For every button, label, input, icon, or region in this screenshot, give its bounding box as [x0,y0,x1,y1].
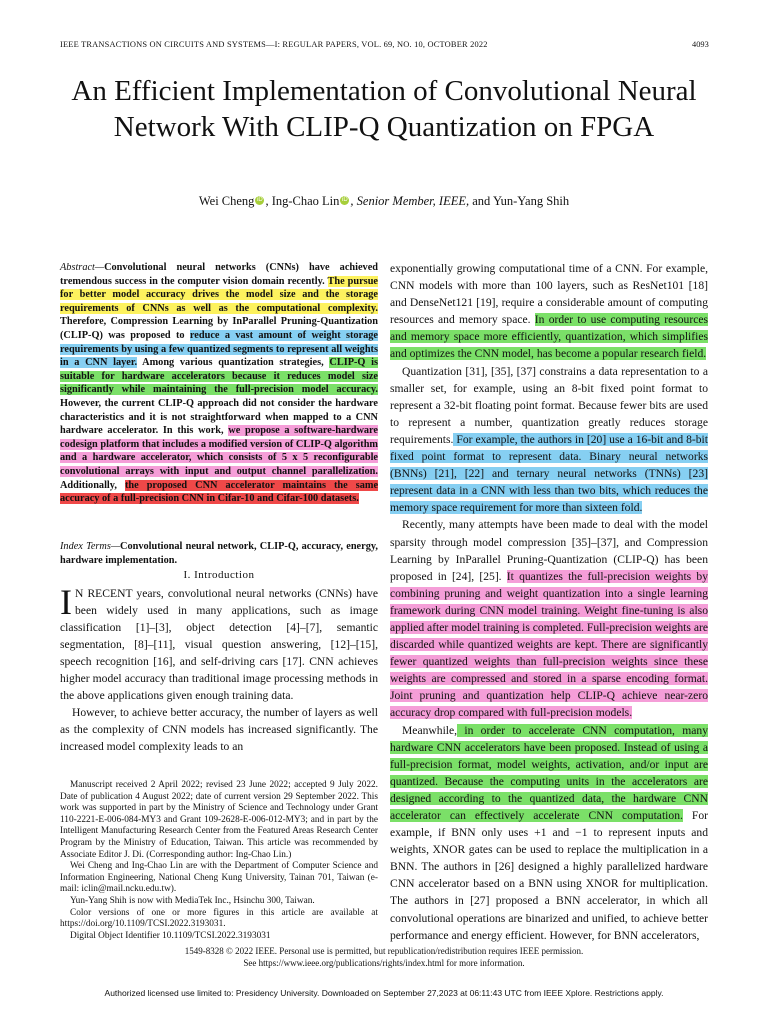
abstract-text: Additionally, [60,479,125,491]
body-text: Quantization [31], [35], [37] constrains a data representation to a smaller set, for example, using an 8-bit fixed point format to represent a 32-bit floating point format. Because fewer bits are used to represent a number, quantization greatly reduces storage requirements. [390,364,708,446]
paper-title: An Efficient Implementation of Convolutional Neural Network With CLIP-Q Quantization on FPGA [71,75,697,143]
author-2-role: , Senior Member, IEEE, [350,194,470,208]
index-terms-text: Convolutional neural network, CLIP-Q, accuracy, energy, hardware implementation. [60,541,378,566]
body-paragraph [390,722,708,944]
footnote: Yun-Yang Shih is now with MediaTek Inc., Hsinchu 300, Taiwan. [70,895,315,906]
highlight-green: In order to use computing resources and memory space more efficiently, quantization, which simplifies and optimizes the CNN model, has become a popular research field. [390,313,708,361]
author-list [60,194,708,209]
body-paragraph [390,260,708,363]
highlight-pink: we propose a software-hardware codesign platform that includes a modified version of CLIP-Q algorithm and a hardware accelerator, which consists of 5 x 5 reconfigurable convolutional arrays with input and output channel parallelization. [60,425,378,477]
right-column [390,260,708,944]
abstract-lead: Abstract— [60,262,105,273]
author-1: Wei Cheng [198,194,255,208]
highlight-pink: It quantizes the full-precision weights by combining pruning and weight quantization into a single learning framework during CNN model training. Weight fine-tuning is also applied after model training is completed. Full-precision weights are discarded while quantized weights are kept. There are significantly fewer quantized weights than full-precision weights since these weights are compressed and stored in a sparse encoding format. Joint pruning and quantization help CLIP-Q achieve near-zero accuracy drop compared with full-precision models. [390,569,708,720]
copyright-notice [60,945,708,969]
journal-header: IEEE TRANSACTIONS ON CIRCUITS AND SYSTEMS—I: REGULAR PAPERS, VOL. 69, NO. 10, OCTOBER 2022 [60,40,488,49]
abstract [60,261,378,506]
footnote: Color versions of one or more figures in this article are available at https://doi.org/10.1109/TCSI.2022.3193031. [60,907,378,930]
intro-paragraph-1: N RECENT years, convolutional neural networks (CNNs) have been widely used in many applications, such as image classification [1]–[3], object detection [4]–[7], semantic segmentation, [8]–[11], visual question answering, [12]–[15], speech recognition [16], and self-driving cars [17]. CNN achieves higher model accuracy than traditional image processing methods in the above applications given enough training data. [60,587,378,702]
body-text: For example, if BNN only uses +1 and −1 to represent inputs and weights, XNOR gates can be used to replace the multiplication in a BNN. The authors in [26] designed a highly parallelized hardware CNN accelerator based on a BNN using XNOR for multiplication. The authors in [27] proposed a BNN accelerator, in which all convolutional operations are binarized and unified, to achieve better performance and energy efficient. However, for BNN accelerators, [390,809,708,942]
copyright-line: See https://www.ieee.org/publications/rights/index.html for more information. [243,958,525,968]
highlight-yellow: The pursue for better model accuracy drives the model size and the storage requirements of CNNs as well as the computational complexity. [60,275,378,314]
abstract-text: Therefore, Compression Learning by InParallel Pruning-Quantization (CLIP-Q) was proposed to [60,316,378,341]
highlight-red: the proposed CNN accelerator maintains the same accuracy of a full-precision CNN in Cifar-10 and Cifar-100 datasets. [60,479,379,505]
index-terms-lead: Index Terms— [60,541,121,552]
orcid-icon[interactable]: iD [257,197,263,203]
abstract-text: Among various quantization strategies, [137,357,330,369]
intro-paragraph-2: However, to achieve better accuracy, the number of layers as well as the complexity of CNN models has increased significantly. The increased model complexity leads to an [60,706,378,753]
highlight-blue: For example, the authors in [20] use a 16-bit and 8-bit fixed point format to represent data. Binary neural networks (BNNs) [21], [22] and ternary neural networks (TNNs) [23] represent data in a CNN with less than two bits, which reduces the memory space requirement for more than sixteen fold. [390,432,708,515]
index-terms [60,540,378,567]
highlight-blue: reduce a vast amount of weight storage requirements by using a few quantized segments to represent all weights in a CNN layer. [60,329,378,369]
author-2: , Ing-Chao Lin [265,194,340,208]
footnote: Manuscript received 2 April 2022; revised 23 June 2022; accepted 9 July 2022. Date of publication 4 August 2022; date of current version 29 September 2022. This work was supported in part by the Ministry of Science and Technology under Grant 110-2221-E-006-084-MY3 and Grant 109-2628-E-006-012-MY3; and in part by the Intelligent Manufacturing Research Center from the Featured Areas Research Center Program by the Ministry of Education, Taiwan. This article was recommended by Associate Editor J. Di. (Corresponding author: Ing-Chao Lin.) [60,780,378,860]
highlight-green: CLIP-Q is suitable for hardware accelerators because it reduces model size significantly while maintaining the full-precision model accuracy. [60,357,378,396]
abstract-text: Convolutional neural networks (CNNs) have achieved tremendous success in the computer vision domain recently. [60,262,378,287]
authorized-use-footer: Authorized licensed use limited to: Presidency University. Downloaded on September 27,2023 at 06:11:43 UTC from IEEE Xplore. Restrictions apply. [104,988,664,998]
body-text: Recently, many attempts have been made to deal with the model sparsity through model compression [35]–[37], and Compression Learning by InParallel Pruning-Quantization (CLIP-Q) has been proposed in [24], [25]. [390,518,708,583]
orcid-icon[interactable]: iD [342,197,348,203]
section-heading: I. Introduction [183,569,255,581]
footnote: Wei Cheng and Ing-Chao Lin are with the Department of Computer Science and Information Engineering, National Cheng Kung University, Tainan 701, Taiwan (e-mail: iclin@mail.ncku.edu.tw). [60,861,378,895]
body-text: Meanwhile, [402,723,458,737]
highlight-green: in order to accelerate CNN computation, many hardware CNN accelerators have been proposed. Instead of using a full-precision format, model weights, activation, and/or input are quantized. Because the computing units in the accelerators are designed according to the quantized data, the hardware CNN accelerator can effectively accelerate CNN computation. [390,723,708,822]
footnote: Digital Object Identifier 10.1109/TCSI.2022.3193031 [70,930,271,941]
introduction-body [60,582,378,755]
page-number: 4093 [692,40,709,49]
body-paragraph [390,363,708,517]
body-paragraph [390,516,708,721]
body-text: exponentially growing computational time of a CNN. For example, CNN models with more than 100 layers, such as ResNet101 [18] and DenseNet121 [19], require a considerable amount of computing resources and memory space. [390,262,708,327]
copyright-line: 1549-8328 © 2022 IEEE. Personal use is permitted, but republication/redistribution requires IEEE permission. [184,946,584,956]
dropcap: I [60,582,72,622]
author-3: and Yun-Yang Shih [469,194,570,208]
footnotes [60,780,378,942]
abstract-text: However, the current CLIP-Q approach did not consider the hardware characteristics and it is not straightforward when mapped to a CNN hardware accelerator. In this work, [60,397,378,437]
